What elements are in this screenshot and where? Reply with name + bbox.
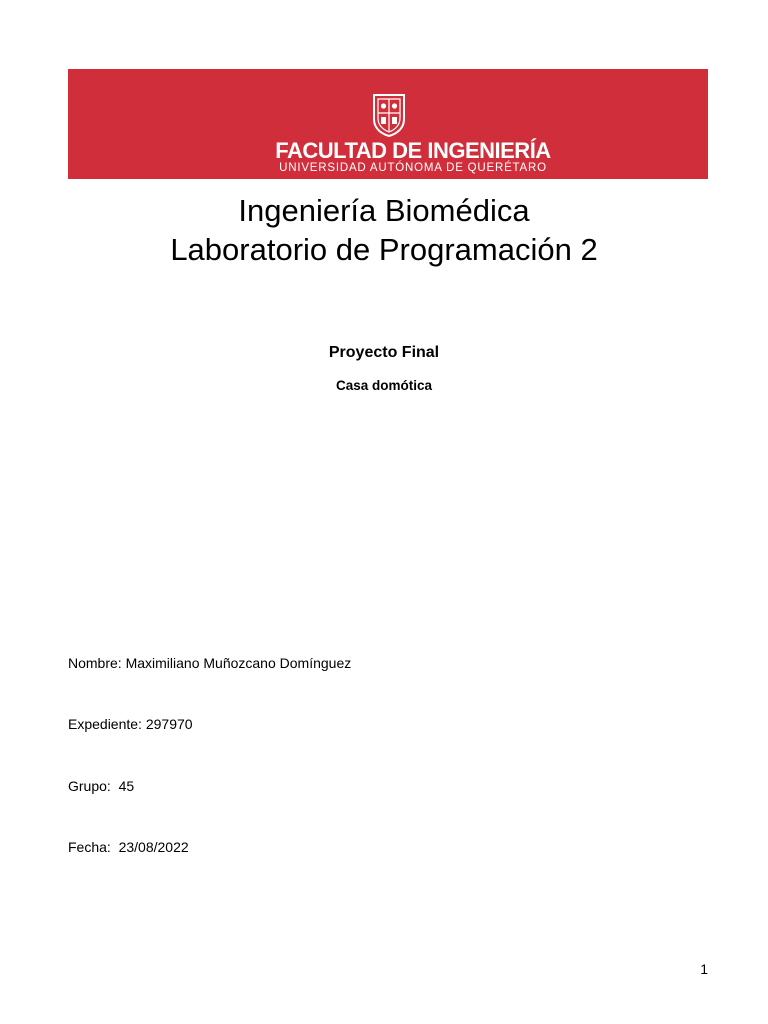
project-label: Proyecto Final	[328, 344, 440, 361]
faculty-name: FACULTAD DE INGENIERÍA	[275, 138, 551, 163]
student-id: Expediente: 297970	[68, 716, 193, 732]
degree-title: Ingeniería Biomédica	[238, 193, 530, 228]
faculty-banner	[68, 69, 708, 179]
student-name: Nombre: Maximiliano Muñozcano Domínguez	[68, 655, 352, 671]
submission-date: Fecha: 23/08/2022	[68, 839, 189, 855]
university-name: UNIVERSIDAD AUTÓNOMA DE QUERÉTARO	[279, 162, 547, 174]
student-group: Grupo: 45	[68, 778, 135, 794]
university-crest-icon	[370, 93, 408, 137]
page-number: 1	[700, 961, 708, 977]
project-name: Casa domótica	[335, 378, 433, 393]
course-title: Laboratorio de Programación 2	[170, 232, 598, 267]
